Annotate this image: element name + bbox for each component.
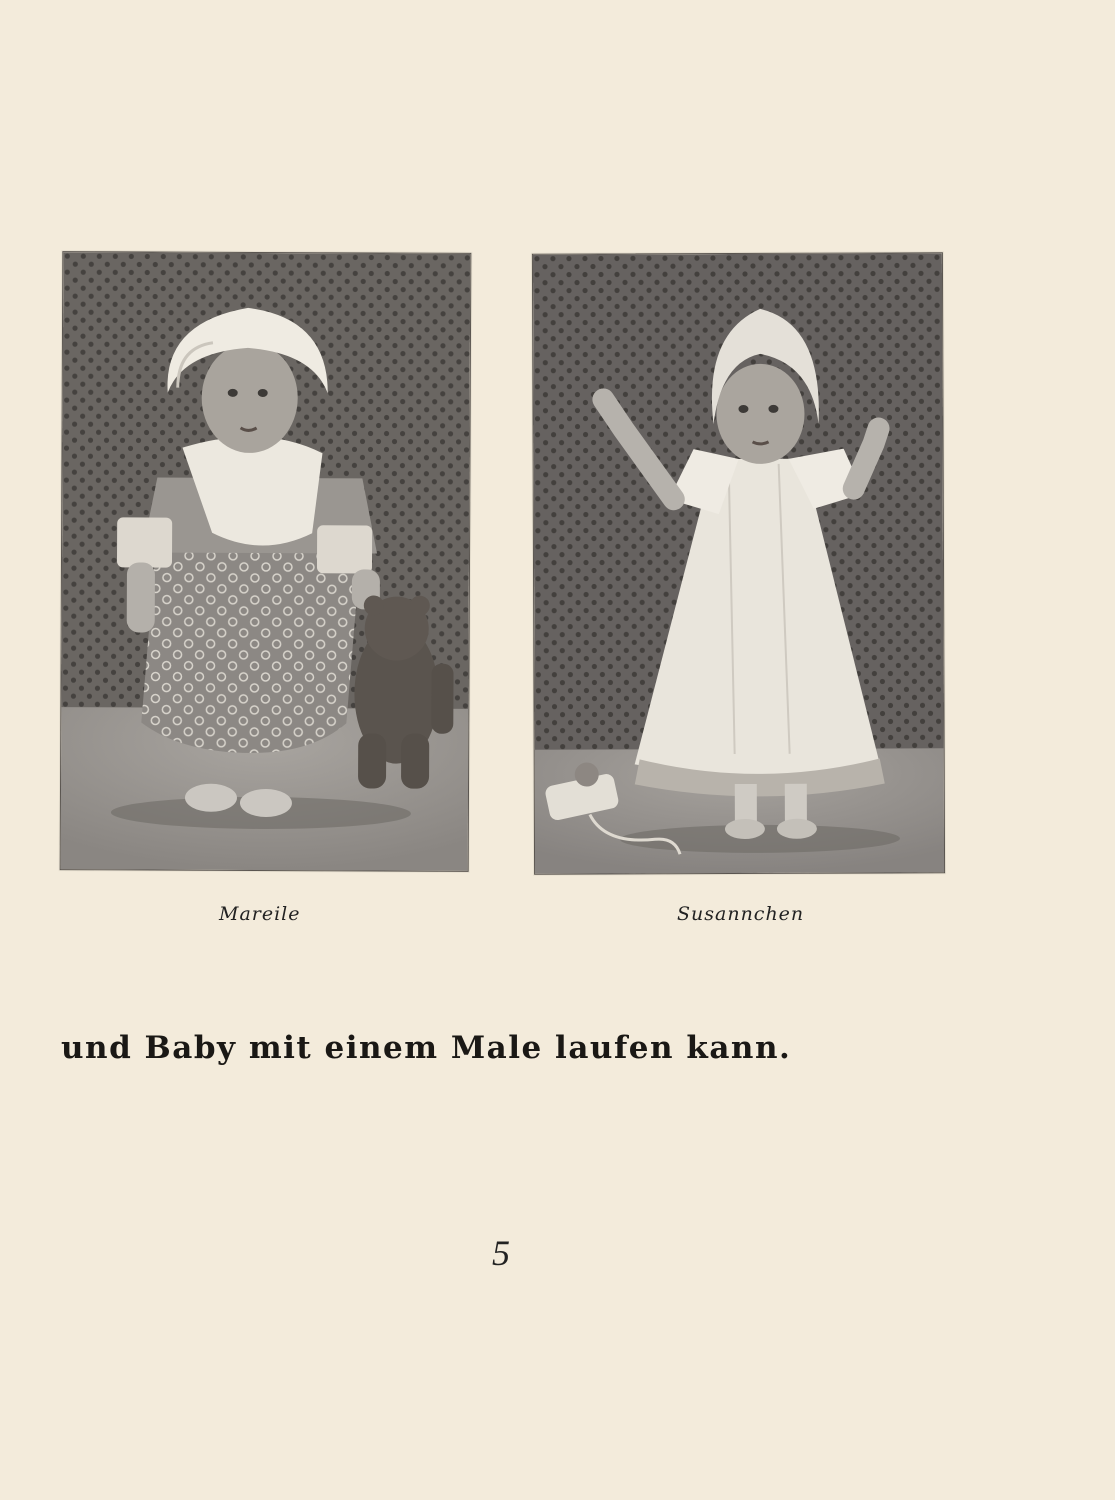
body-text: und Baby mit einem Male laufen kann. — [61, 1030, 792, 1066]
photo-caption-right: Susannchen — [677, 903, 805, 925]
doll-teddy-illustration — [61, 252, 471, 871]
doll-white-dress-illustration — [533, 253, 944, 873]
photo-mareile — [60, 251, 472, 872]
photo-caption-left: Mareile — [219, 903, 301, 925]
photo-susannchen — [532, 252, 945, 874]
page-number: 5 — [492, 1233, 510, 1273]
